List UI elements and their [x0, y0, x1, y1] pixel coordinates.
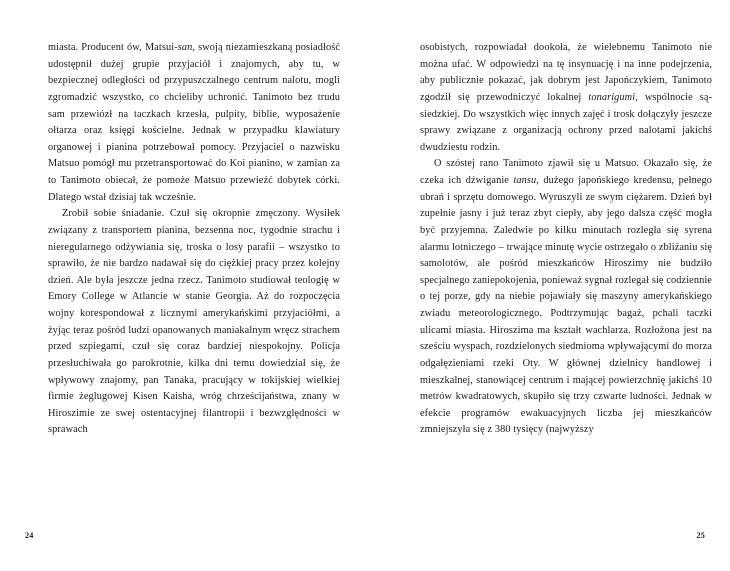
- page-right: [365, 0, 730, 571]
- text-run: , wspólnocie sąsiedzkiej. Do wszystkich więc innych zajęć i trosk dołączyły jeszcze sprawy związane z organizacją ochrony przed nalotami jakichś dwudziestu rodzin.: [420, 91, 712, 153]
- paragraph: [48, 40, 340, 206]
- paragraph: [420, 156, 712, 439]
- text-run: miasta. Producent ów, Matsui-: [48, 42, 178, 53]
- text-run: osobistych, rozpowiadał dookoła, że wielebnemu Tanimoto nie można ufać. W odpowiedzi na tę insynuację i na inne podejrzenia, aby publicznie pokazać, jak dobrym jest Japończykiem, Tanimoto zgodził się przewodniczyć lokalnej: [420, 42, 712, 103]
- page-left-textblock: [48, 40, 340, 439]
- italic-term: tonarigumi: [588, 91, 636, 103]
- italic-term: tansu: [513, 175, 537, 186]
- text-run: , swoją niezamieszkaną posiadłość udostępnił dużej grupie przyjaciół i znajomych, aby tu, w bezpiecznej odległości od przypuszczalnego centrum nalotu, mogli zgromadzić wszystko, co chcieliby uchronić. Tanimoto bez trudu sam przewiózł na taczkach krzesła, pulpity, biblie, wyposażenie ołtarza oraz księgi kościelne. Jednak w przypadku klawiatury organowej i pianina potrzebował pomocy. Przyjaciel o nazwisku Matsuo pomógł mu przetransportować do Koi pianino, w zamian za to Tanimoto obiecał, że pomoże Matsuo przewieźć dobytek córki. Dlatego wstał dzisiaj tak wcześnie.: [48, 42, 340, 203]
- text-run: Zrobił sobie śniadanie. Czuł się okropnie zmęczony. Wysiłek związany z transportem pianina, bezsenna noc, tygodnie strachu i nieregularnego odżywiania się, troska o losy parafii – wszystko to sprawiło, że nie bardzo nadawał się do ciężkiej pracy przez kolejny dzień. Ale była jeszcze jedna rzecz. Tanimoto studiował teologię w Emory College w Atlancie w stanie Georgia. Aż do rozpoczęcia wojny korespondował z licznymi amerykańskimi przyjaciółmi, a żyjąc teraz pośród ludzi opanowanych maniakalnym wręcz strachem przed szpiegami, czuł się coraz bardziej niespokojny. Policja przesłuchiwała go parokrotnie, kilka dni temu dowiedział się, że wpływowy znajomy, pan Tanaka, pracujący w tokijskiej wielkiej firmie żeglugowej Kisen Kaisha, wróg chrześcijaństwa, znany w Hiroszimie ze swej ostentacyjnej filantropii i bezwzględności w sprawach: [48, 208, 340, 436]
- page-number-right: 25: [696, 531, 705, 540]
- page-number-left: 24: [25, 531, 34, 540]
- paragraph: [48, 206, 340, 439]
- page-right-textblock: [420, 40, 712, 439]
- text-run: O szóstej rano Tanimoto zjawił się u Matsuo. Okazało się, że czeka ich dźwiganie: [420, 158, 712, 186]
- paragraph: [420, 40, 712, 156]
- text-run: , dużego japońskiego kredensu, pełnego ubrań i sprzętu domowego. Wyruszyli ze swym ciężarem. Dzień był zupełnie jasny i już teraz zbyt ciepły, aby jego dalsza część mogła być przyjemna. Zaledwie po kilku minutach rozległa się syrena alarmu lotniczego – trwające minutę wycie ostrzegało o zbliżaniu się samolotów, ale pośród mieszkańców Hiroszimy nie budziło specjalnego zaniepokojenia, ponieważ sygnał rozlegał się codziennie o tej porze, gdy na niebie pojawiały się maszyny amerykańskiego zwiadu meteorologicznego. Podtrzymując bagaż, pchali taczki ulicami miasta. Hiroszima ma kształt wachlarza. Rozłożona jest na sześciu wyspach, rozdzielonych siedmioma wpływającymi do morza odgałęzieniami rzeki Oty. W głównej dzielnicy handlowej i mieszkalnej, stanowiącej centrum i mającej powierzchnię jakichś 10 metrów kwadratowych, skupiło się trzy czwarte ludności. Jednak w efekcie programów ewakuacyjnych liczba jej mieszkańców zmniejszyła się z 380 tysięcy (najwyższy: [420, 175, 713, 436]
- italic-term: san: [177, 42, 193, 53]
